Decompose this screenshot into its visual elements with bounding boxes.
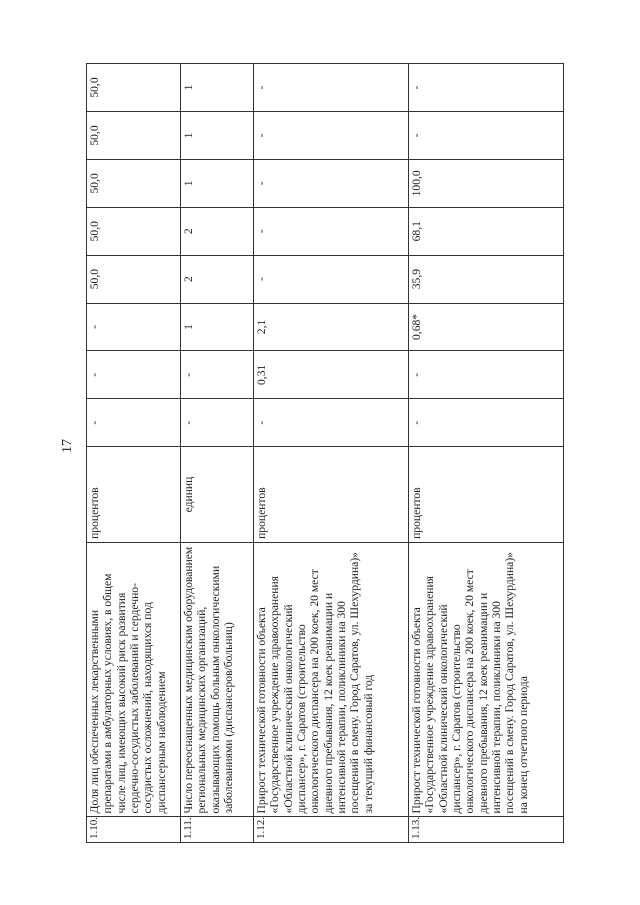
indicator-name: Прирост технической готовности объекта «Государственное учреждение здравоохранения «Областной клинический онкологический диспансер», г. Саратов (строительство онкологического диспансера на 200 коек, 20 мест дневного пребывания, 12 коек реанимации и интенсивной терапии, поликлиники на 300 посещений в смену. Город Саратов, ул. Шехурдина)» на конец отчетного периода [409, 542, 564, 817]
value-cell: 50,0 [87, 207, 181, 255]
value-cell: - [254, 207, 409, 255]
row-number: 1.11. [181, 817, 254, 843]
value-cell: - [409, 112, 564, 160]
table-row [254, 64, 409, 843]
unit-cell: единиц [181, 447, 254, 543]
value-cell: - [87, 351, 181, 399]
indicators-table-wrapper [86, 63, 530, 843]
value-cell: 50,0 [87, 112, 181, 160]
value-cell: 2 [181, 207, 254, 255]
value-cell: - [181, 399, 254, 447]
row-number: 1.10. [87, 817, 181, 843]
value-cell: - [409, 351, 564, 399]
value-cell: - [254, 255, 409, 303]
indicators-table [86, 63, 564, 843]
value-cell: 1 [181, 112, 254, 160]
indicator-name: Прирост технической готовности объекта «Государственное учреждение здравоохранения «Областной клинический онкологический диспансер», г. Саратов (строительство онкологического диспансера на 200 коек, 20 мест дневного пребывания, 12 коек реанимации и интенсивной терапии, поликлиники на 300 посещений в смену. Город Саратов, ул. Шехурдина)» за текущий финансовый год [254, 542, 409, 817]
value-cell: 1 [181, 64, 254, 112]
value-cell: 2 [181, 255, 254, 303]
unit-cell: процентов [254, 447, 409, 543]
indicator-name: Доля лиц обеспеченных лекарственными препаратами в амбулаторных условиях, в общем числе лиц, имеющих высокий риск развития сердечно-сосудистых заболеваний и сердечно-сосудистых осложнений, находящихся под диспансерным наблюдением [87, 542, 181, 817]
value-cell: 2,1 [254, 303, 409, 351]
table-row [181, 64, 254, 843]
row-number: 1.12. [254, 817, 409, 843]
value-cell: 50,0 [87, 159, 181, 207]
value-cell: 50,0 [87, 64, 181, 112]
value-cell: - [409, 399, 564, 447]
value-cell: - [181, 351, 254, 399]
value-cell: 100,0 [409, 159, 564, 207]
value-cell: 0,68* [409, 303, 564, 351]
value-cell: - [254, 159, 409, 207]
value-cell: 68,1 [409, 207, 564, 255]
row-number: 1.13. [409, 817, 564, 843]
value-cell: 35,9 [409, 255, 564, 303]
value-cell: - [409, 64, 564, 112]
value-cell: - [254, 64, 409, 112]
value-cell: 1 [181, 159, 254, 207]
value-cell: 1 [181, 303, 254, 351]
value-cell: - [254, 399, 409, 447]
unit-cell: процентов [87, 447, 181, 543]
value-cell: 0,31 [254, 351, 409, 399]
unit-cell: процентов [409, 447, 564, 543]
table-row [87, 64, 181, 843]
value-cell: - [254, 112, 409, 160]
value-cell: - [87, 303, 181, 351]
indicator-name: Число переоснащенных медицинским оборудованием региональных медицинских организаций, оказывающих помощь больным онкологическими заболеваниями (диспансеров/больниц) [181, 542, 254, 817]
value-cell: - [87, 399, 181, 447]
page-number: 17 [60, 439, 75, 453]
value-cell: 50,0 [87, 255, 181, 303]
table-row [409, 64, 564, 843]
